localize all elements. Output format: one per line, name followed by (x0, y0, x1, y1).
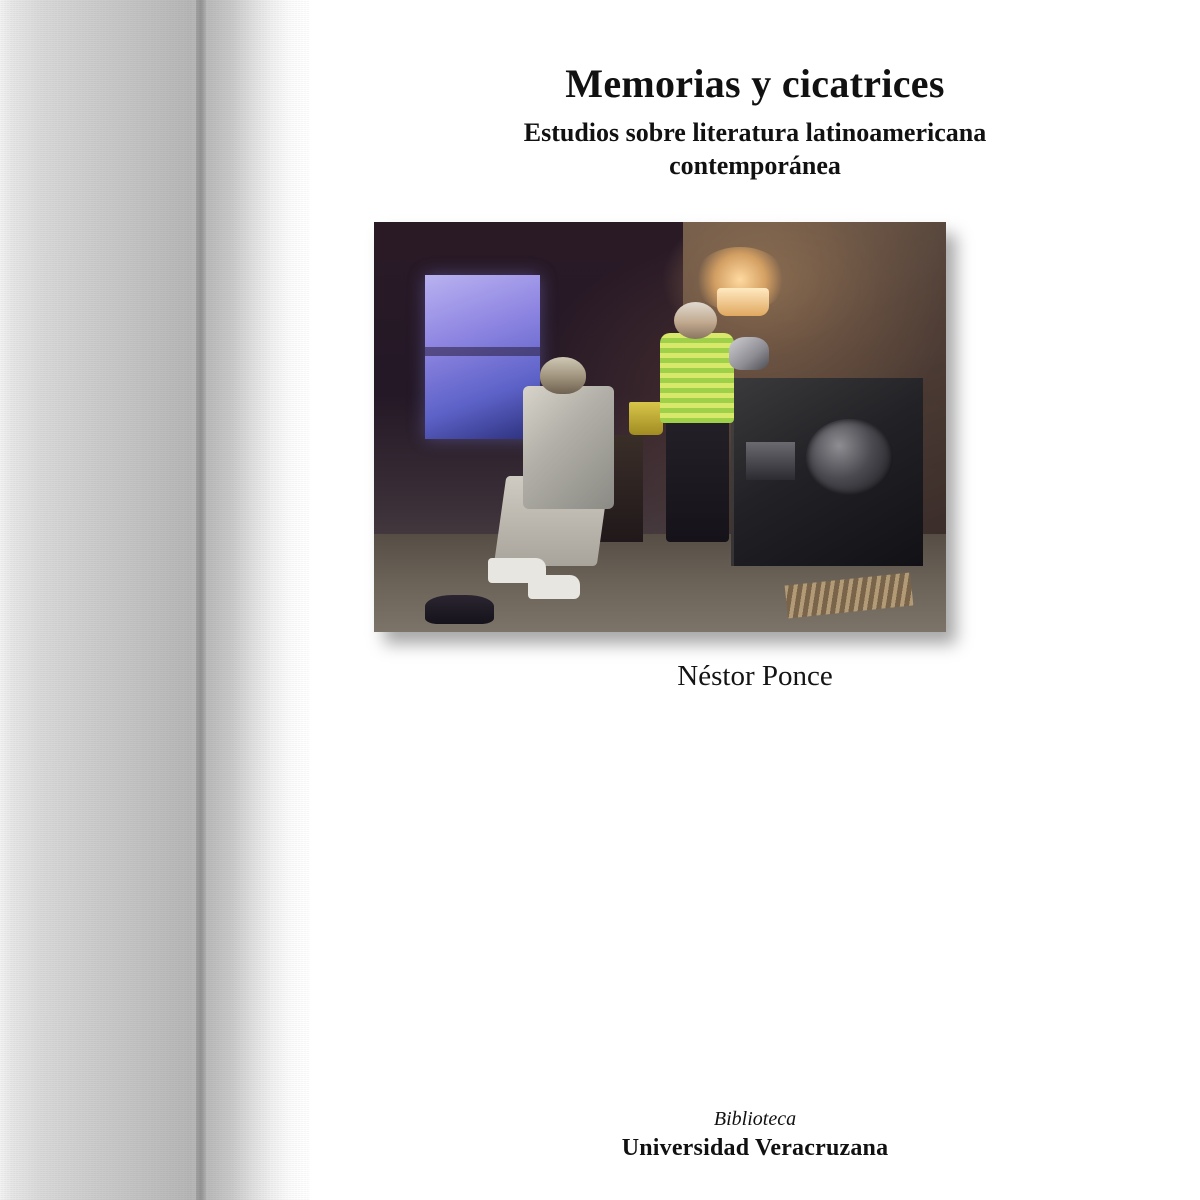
photo-kettle (729, 337, 769, 370)
photo-man-torso (523, 386, 615, 509)
publisher-collection: Biblioteca (713, 1108, 797, 1130)
photo-stove-door (806, 419, 893, 494)
page-title: Memorias y cicatrices (565, 61, 945, 106)
photo-woman-head (674, 302, 717, 339)
photo-woman-torso (660, 333, 734, 423)
publisher-block (310, 1108, 1200, 1162)
subtitle-line-2: contemporánea (669, 150, 841, 180)
photo-man-shoe-right (528, 575, 579, 600)
cover-photograph (374, 222, 946, 632)
photo-stove (731, 378, 923, 567)
spine-texture (0, 0, 310, 1200)
title-block (310, 62, 1200, 182)
photograph-scene (374, 222, 946, 632)
photo-lamp (717, 288, 768, 317)
photo-window-bar (425, 347, 539, 355)
author-name: Néstor Ponce (677, 660, 833, 692)
photo-stove-panel (746, 442, 795, 480)
photo-dog (425, 595, 494, 624)
photo-bucket (629, 402, 663, 435)
publisher-name: Universidad Veracruzana (621, 1135, 889, 1161)
cover-content (310, 0, 1200, 1200)
photo-woman-legs (666, 419, 729, 542)
spine-shadow (0, 0, 310, 1200)
spine-crease (196, 0, 206, 1200)
subtitle-line-1: Estudios sobre literatura latinoamericana (523, 118, 987, 148)
photo-man-head (540, 357, 586, 394)
subtitle (310, 117, 1200, 182)
